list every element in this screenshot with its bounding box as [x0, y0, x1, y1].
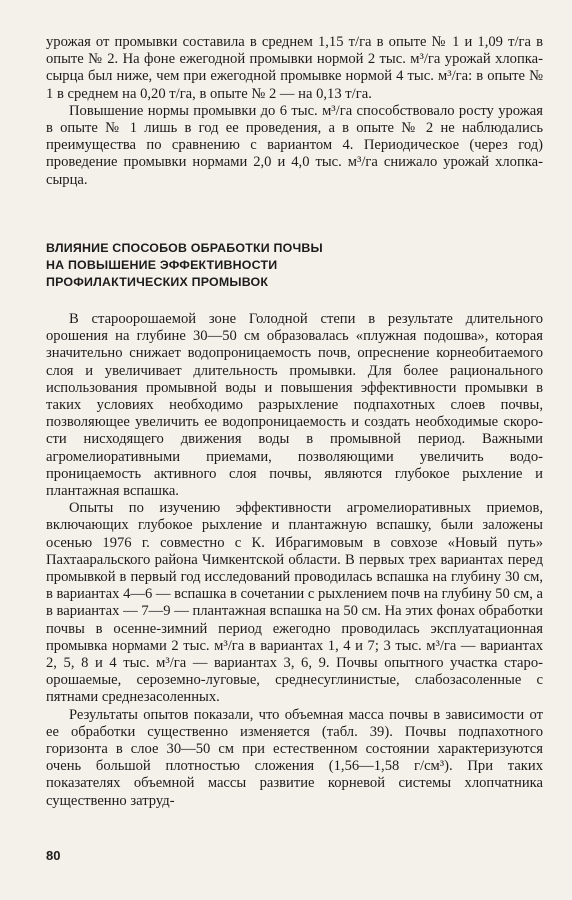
section-heading: [46, 240, 526, 291]
paragraph: Повышение нормы промывки до 6 тыс. м³/га способствовало росту урожая в опыте № 1 лишь в год ее проведения, а в опыте № 2 не наблюдались преимущества по сравнению с вариантом 4. Периодическое (через год) проведение промывки нормами 2,0 и 4,0 тыс. м³/га снижало урожай хлопка-сырца.: [46, 102, 543, 188]
section-heading-line: ВЛИЯНИЕ СПОСОБОВ ОБРАБОТКИ ПОЧВЫ: [46, 241, 323, 255]
section-heading-line: ПРОФИЛАКТИЧЕСКИХ ПРОМЫВОК: [46, 275, 269, 289]
top-text-block: [46, 34, 543, 189]
main-text-block: [46, 311, 543, 810]
paragraph-continuation: урожая от промывки составила в среднем 1,15 т/га в опыте № 1 и 1,09 т/га в опыте № 2. На фоне ежегодной промывки нормой 2 тыс. м³/га урожай хлопка-сырца был ниже, чем при ежегодной промывке нормой 4 тыс. м³/га: в опыте № 1 в среднем на 0,20 т/га, в опыте № 2 — на 0,13 т/га.: [46, 34, 543, 102]
paragraph: В староорошаемой зоне Голодной степи в результате длительного орошения на глубине 30—50 см образовалась «плужная подошва», которая значительно снижает водопроницаемость почв, опреснение корнеобитаемого слоя и увеличивает длительность промывки. Для более рационального использования промывной воды и повышения эффективности промывки в таких условиях необходимо разрыхление подпахотных слоев почвы, позволяющее увеличить ее водопроницаемость и создать необходимые скорости нисходящего движения воды в промывной период. Важными агромелиоративными приемами, позволяющими увеличить водопроницаемость активного слоя почвы, являются глубокое рыхление и плантажная вспашка.: [46, 311, 543, 500]
paragraph: Результаты опытов показали, что объемная масса почвы в зависимости от ее обработки существенно изменяется (табл. 39). Почвы подпахотного горизонта в слое 30—50 см при естественном состоянии характеризуются очень большой плотностью сложения (1,56—1,58 г/см³). При таких показателях объемной массы развитие корневой системы хлопчатника существенно затруд-: [46, 706, 543, 809]
page-number: 80: [46, 848, 61, 863]
paragraph: Опыты по изучению эффективности агромелиоративных приемов, включающих глубокое рыхление и плантажную вспашку, были заложены осенью 1976 г. совместно с К. Ибрагимовым в совхозе «Новый путь» Пахтааральского района Чимкентской области. В первых трех вариантах перед промывкой в первый год исследований проводилась вспашка на глубину 30 см, в вариантах 4—6 — вспашка в сочетании с рыхлением почв на глубину 50 см, а в вариантах — 7—9 — плантажная вспашка на 50 см. На этих фонах обработки почвы в осенне-зимний период ежегодно проводилась эксплуатационная промывка нормами 2 тыс. м³/га в вариантах 1, 4 и 7; 3 тыс. м³/га — вариантах 2, 5, 8 и 4 тыс. м³/га — вариантах 3, 6, 9. Почвы опытного участка староорошаемые, сероземно-луговые, среднесуглинистые, слабозасоленные с пятнами среднезасоленных.: [46, 500, 543, 706]
section-heading-line: НА ПОВЫШЕНИЕ ЭФФЕКТИВНОСТИ: [46, 258, 278, 272]
